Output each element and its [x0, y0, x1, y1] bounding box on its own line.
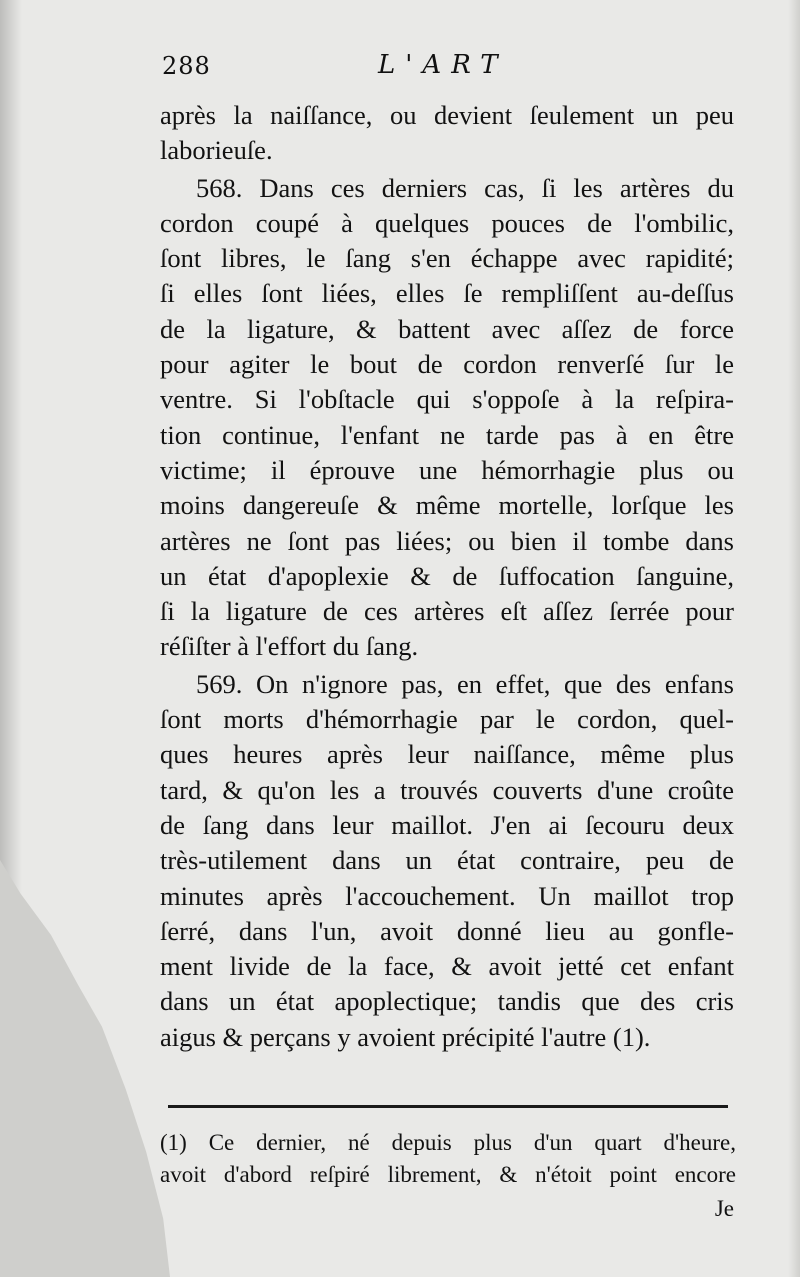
- text-line: minutes après l'accouchement. Un maillot trop: [160, 880, 734, 911]
- text-line: tion continue, l'enfant ne tarde pas à en être: [160, 419, 734, 450]
- text-line: laborieuſe.: [160, 135, 273, 166]
- text-line: de ſang dans leur maillot. J'en ai ſecouru deux: [160, 809, 734, 840]
- text-line: moins dangereuſe & même mortelle, lorſque les: [160, 490, 734, 521]
- text-line: ſi la ligature de ces artères eſt aſſez ſerrée pour: [160, 596, 734, 627]
- text-line: de la ligature, & battent avec aſſez de force: [160, 313, 734, 344]
- footnote: [160, 1127, 736, 1191]
- text-line: aigus & perçans y avoient précipité l'autre (1).: [160, 1021, 651, 1052]
- text-line: ventre. Si l'obſtacle qui s'oppoſe à la reſpira-: [160, 384, 734, 415]
- footnote-line: (1) Ce dernier, né depuis plus d'un quart d'heure,: [160, 1130, 736, 1155]
- catchword: Je: [714, 1196, 734, 1221]
- text-line: ſi elles ſont liées, elles ſe rempliſſent au-deſſus: [160, 278, 734, 309]
- text-line: ſont libres, le ſang s'en échappe avec rapidité;: [160, 243, 734, 274]
- paragraph-569-start: 569. On n'ignore pas, en effet, que des enfans: [196, 668, 734, 699]
- text-line: très-utilement dans un état contraire, peu de: [160, 845, 734, 876]
- text-line: réſiſter à l'effort du ſang.: [160, 631, 419, 662]
- page-header: [150, 48, 730, 88]
- footnote-rule: [168, 1105, 728, 1108]
- paragraph-568-start: 568. Dans ces derniers cas, ſi les artères du: [196, 172, 734, 203]
- page-number: 288: [162, 52, 211, 80]
- text-line: après la naiſſance, ou devient ſeulement un peu: [160, 100, 734, 130]
- torn-corner: [0, 860, 170, 1277]
- text-line: ques heures après leur naiſſance, même plus: [160, 739, 734, 770]
- text-line: dans un état apoplectique; tandis que des cris: [160, 986, 734, 1017]
- running-head: L'ART: [378, 50, 508, 80]
- text-line: victime; il éprouve une hémorrhagie plus ou: [160, 454, 734, 485]
- body-text: [160, 98, 734, 1055]
- text-line: tard, & qu'on les a trouvés couverts d'une croûte: [160, 774, 734, 805]
- text-line: ſont morts d'hémorrhagie par le cordon, quel-: [160, 704, 734, 735]
- text-line: un état d'apoplexie & de ſuffocation ſanguine,: [160, 560, 734, 591]
- page-edge-shadow: [788, 0, 800, 1277]
- footnote-line: avoit d'abord reſpiré librement, & n'étoit point encore: [160, 1162, 736, 1187]
- text-line: cordon coupé à quelques pouces de l'ombilic,: [160, 207, 734, 238]
- text-line: artères ne ſont pas liées; ou bien il tombe dans: [160, 525, 734, 556]
- text-line: ſerré, dans l'un, avoit donné lieu au gonfle-: [160, 915, 734, 946]
- text-line: ment livide de la face, & avoit jetté cet enfant: [160, 951, 734, 982]
- text-line: pour agiter le bout de cordon renverſé ſur le: [160, 349, 734, 380]
